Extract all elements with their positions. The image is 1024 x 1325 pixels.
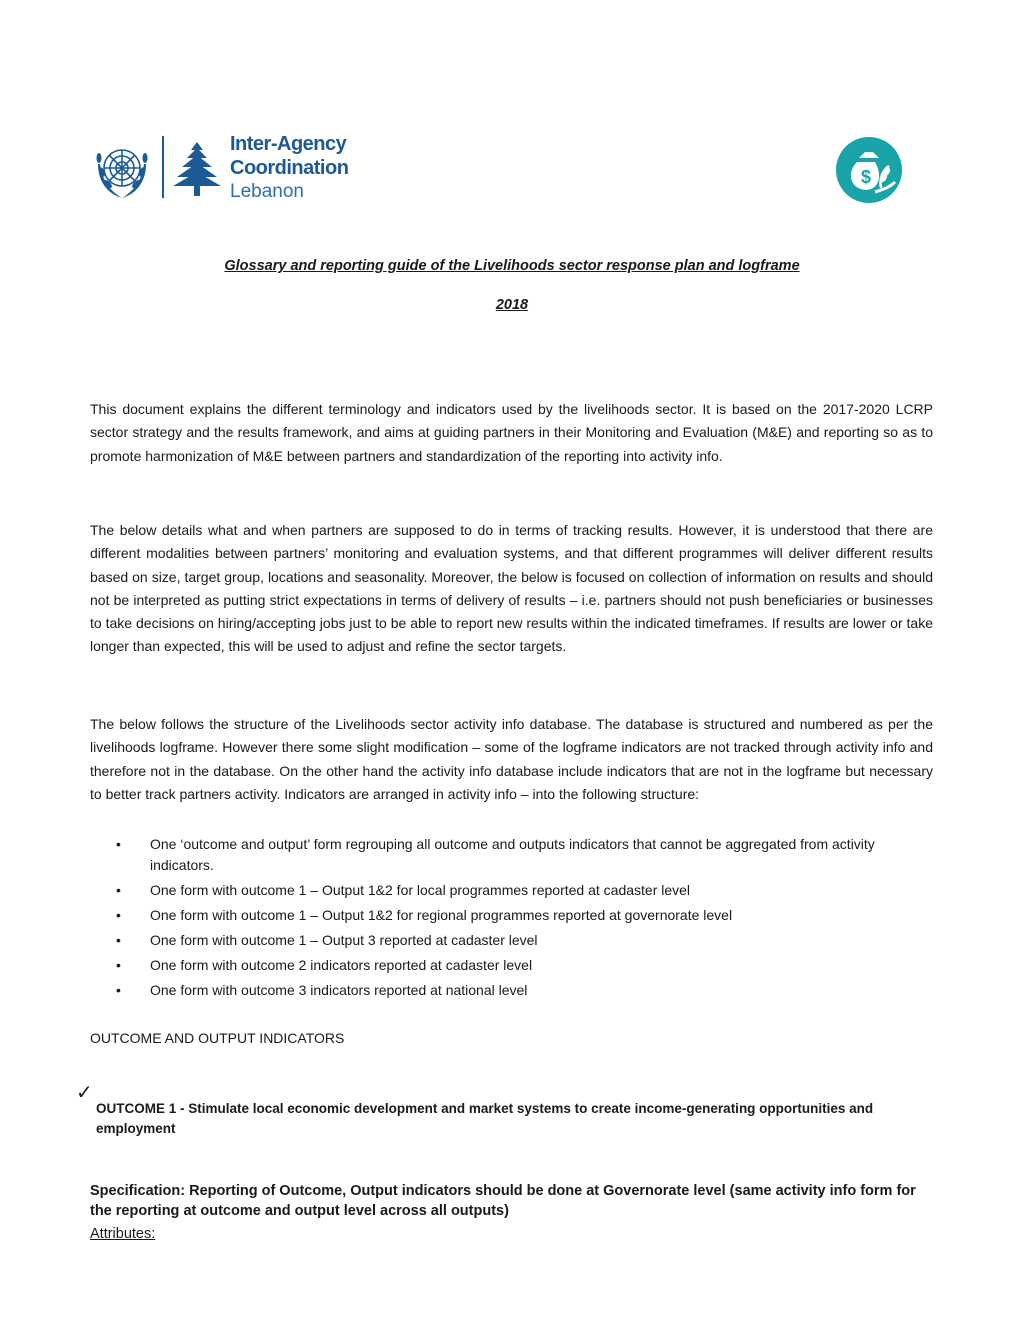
list-item-text: One form with outcome 1 – Output 3 reported at cadaster level (150, 932, 538, 948)
intro-paragraph: This document explains the different terminology and indicators used by the livelihoods sector. It is based on the 2017-2020 LCRP sector strategy and the results framework, and aims at guiding partners in their Monitoring and Evaluation (M&E) and reporting so as to promote harmonization of M&E between partners and standardization of the reporting into activity info. (90, 401, 933, 464)
specification-text: Specification: Reporting of Outcome, Output indicators should be done at Governorate level (same activity info form for the reporting at outcome and output level across all outputs) (90, 1183, 916, 1219)
org-wordmark (230, 132, 348, 204)
checkmark-icon: ✓ (76, 1082, 93, 1104)
logo-divider (162, 136, 164, 198)
list-item-text: One ‘outcome and output’ form regrouping all outcome and outputs indicators that cannot be aggregated from activity indicators. (150, 836, 875, 873)
bullet-icon: • (116, 836, 121, 852)
list-item (112, 930, 902, 951)
bullet-icon: • (116, 957, 121, 973)
list-item (112, 880, 902, 901)
org-line-3: Lebanon (230, 181, 304, 202)
document-header (90, 132, 920, 212)
org-line-2: Coordination (230, 157, 349, 179)
bullet-icon: • (116, 982, 121, 998)
bullet-icon: • (116, 907, 121, 923)
tracking-paragraph: The below details what and when partners are supposed to do in terms of tracking results. However, it is understood that there are different modalities between partners’ monitoring and evaluation systems, and that different programmes will deliver different results based on size, target group, locations and seasonality. Moreover, the below is focused on collection of information on results and should not be interpreted as putting strict expectations in terms of delivery of results – i.e. partners should not push beneficiaries or businesses to take decisions on hiring/accepting jobs just to be able to report new results within the indicated timeframes. If results are lower or take longer than expected, this will be used to adjust and refine the sector targets. (90, 522, 933, 655)
list-item-text: One form with outcome 1 – Output 1&2 for local programmes reported at cadaster level (150, 882, 691, 898)
list-item (112, 980, 902, 1001)
bullet-icon: • (116, 882, 121, 898)
structure-list (112, 834, 902, 1005)
list-item-text: One form with outcome 3 indicators reported at national level (150, 982, 528, 998)
list-item (112, 834, 902, 876)
cedar-tree-icon (172, 140, 222, 198)
un-emblem-icon (90, 138, 154, 202)
list-item-text: One form with outcome 1 – Output 1&2 for regional programmes reported at governorate level (150, 907, 733, 923)
document-title: Glossary and reporting guide of the Livelihoods sector response plan and logframe (224, 258, 800, 274)
structure-paragraph: The below follows the structure of the Livelihoods sector activity info database. The database is structured and numbered as per the livelihoods logframe. However there some slight modification – some of the logframe indicators are not tracked through activity info and therefore not in the database. On the other hand the activity info database include indicators that are not in the logframe but necessary to better track partners activity. Indicators are arranged in activity info – into the following structure: (90, 716, 933, 802)
svg-text:$: $ (860, 167, 872, 187)
section-heading: OUTCOME AND OUTPUT INDICATORS (90, 1030, 345, 1046)
livelihoods-money-bag-icon (835, 136, 903, 204)
bullet-icon: • (116, 932, 121, 948)
list-item (112, 905, 902, 926)
list-item-text: One form with outcome 2 indicators reported at cadaster level (150, 957, 533, 973)
attributes-label: Attributes: (90, 1226, 156, 1242)
org-line-1: Inter-Agency (230, 133, 347, 155)
document-year: 2018 (495, 297, 529, 313)
outcome-1-heading: OUTCOME 1 - Stimulate local economic development and market systems to create income-generating opportunities and employment (96, 1101, 874, 1136)
list-item (112, 955, 902, 976)
